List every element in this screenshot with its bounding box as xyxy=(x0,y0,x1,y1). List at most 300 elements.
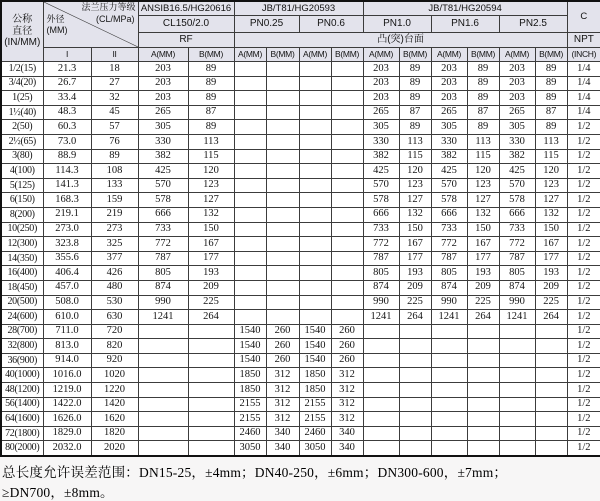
table-cell xyxy=(331,120,363,135)
table-cell: 89 xyxy=(535,120,567,135)
row-size-label: 56(1400) xyxy=(1,397,43,412)
table-cell: 1420 xyxy=(91,397,138,412)
row-size-label: 2½(65) xyxy=(1,134,43,149)
row-size-label: 18(450) xyxy=(1,280,43,295)
table-cell: 355.6 xyxy=(43,251,91,266)
table-cell: 150 xyxy=(467,222,499,237)
table-row xyxy=(1,397,600,412)
table-cell: 1620 xyxy=(91,412,138,427)
table-cell: 89 xyxy=(535,76,567,91)
table-cell: 264 xyxy=(399,310,431,325)
table-cell: 89 xyxy=(467,76,499,91)
table-cell: 914.0 xyxy=(43,353,91,368)
table-cell: 89 xyxy=(535,62,567,77)
table-cell xyxy=(266,193,299,208)
table-cell xyxy=(499,383,535,398)
row-size-label: 1/2(15) xyxy=(1,62,43,77)
table-cell xyxy=(299,91,331,106)
table-cell: 340 xyxy=(266,441,299,456)
row-size-label: 28(700) xyxy=(1,324,43,339)
table-cell: 273.0 xyxy=(43,222,91,237)
table-cell: 1850 xyxy=(299,368,331,383)
table-cell: 203 xyxy=(138,91,188,106)
table-cell xyxy=(188,339,234,354)
table-cell: 305 xyxy=(363,120,399,135)
table-cell: 219 xyxy=(91,207,138,222)
table-cell xyxy=(266,280,299,295)
table-cell: 570 xyxy=(499,178,535,193)
table-cell xyxy=(299,295,331,310)
table-cell xyxy=(535,353,567,368)
table-row xyxy=(1,76,600,91)
table-cell xyxy=(399,426,431,441)
table-row xyxy=(1,295,600,310)
table-cell xyxy=(499,368,535,383)
table-cell: 630 xyxy=(91,310,138,325)
table-cell: 132 xyxy=(188,207,234,222)
table-cell: 1/2 xyxy=(567,280,600,295)
table-cell xyxy=(266,76,299,91)
table-cell: 127 xyxy=(399,193,431,208)
table-cell xyxy=(499,324,535,339)
table-cell xyxy=(331,237,363,252)
table-cell xyxy=(399,324,431,339)
table-cell: 1422.0 xyxy=(43,397,91,412)
table-cell: 209 xyxy=(535,280,567,295)
table-cell: 666 xyxy=(499,207,535,222)
table-cell xyxy=(331,193,363,208)
table-cell: 193 xyxy=(188,266,234,281)
table-cell: 1/2 xyxy=(567,207,600,222)
table-cell xyxy=(431,339,467,354)
table-cell: 1/2 xyxy=(567,193,600,208)
table-cell: 1220 xyxy=(91,383,138,398)
table-cell: 1540 xyxy=(234,324,266,339)
table-cell: 33.4 xyxy=(43,91,91,106)
header-class-pn25: PN2.5 xyxy=(499,16,567,33)
table-cell xyxy=(431,324,467,339)
table-cell xyxy=(467,426,499,441)
table-cell xyxy=(431,368,467,383)
table-cell xyxy=(266,105,299,120)
header-outer-diameter-unit: (MM) xyxy=(46,25,68,35)
table-cell xyxy=(234,105,266,120)
table-cell xyxy=(266,222,299,237)
table-cell xyxy=(234,164,266,179)
table-cell: 2155 xyxy=(234,412,266,427)
table-cell xyxy=(138,324,188,339)
table-cell xyxy=(266,266,299,281)
table-cell: 874 xyxy=(431,280,467,295)
table-cell xyxy=(188,412,234,427)
header-b-mm: B(MM) xyxy=(399,48,431,62)
table-cell xyxy=(331,222,363,237)
table-cell: 260 xyxy=(331,339,363,354)
table-cell: 209 xyxy=(467,280,499,295)
table-cell xyxy=(234,134,266,149)
table-cell xyxy=(138,383,188,398)
table-cell: 1/2 xyxy=(567,397,600,412)
table-cell xyxy=(399,412,431,427)
table-cell: 874 xyxy=(138,280,188,295)
table-row xyxy=(1,426,600,441)
table-cell xyxy=(188,383,234,398)
table-cell: 113 xyxy=(188,134,234,149)
table-cell xyxy=(266,207,299,222)
table-cell xyxy=(299,222,331,237)
table-cell: 225 xyxy=(535,295,567,310)
row-size-label: 6(150) xyxy=(1,193,43,208)
table-cell: 87 xyxy=(467,105,499,120)
table-cell xyxy=(188,441,234,456)
tolerance-note: 总长度允许误差范围：DN15-25，±4mm；DN40-250，±6mm；DN300-600，±7mm；≥DN700，±8mm。 xyxy=(2,465,508,501)
table-row xyxy=(1,193,600,208)
table-cell: 1016.0 xyxy=(43,368,91,383)
table-cell: 120 xyxy=(467,164,499,179)
table-cell xyxy=(138,368,188,383)
table-cell xyxy=(535,368,567,383)
table-cell: 425 xyxy=(431,164,467,179)
table-cell: 312 xyxy=(266,368,299,383)
table-cell: 127 xyxy=(535,193,567,208)
row-size-label: 80(2000) xyxy=(1,441,43,456)
table-cell: 1/2 xyxy=(567,120,600,135)
table-cell: 141.3 xyxy=(43,178,91,193)
table-cell: 177 xyxy=(188,251,234,266)
table-cell: 193 xyxy=(535,266,567,281)
table-cell xyxy=(331,134,363,149)
table-cell: 666 xyxy=(431,207,467,222)
header-pressure-unit-label: (CL/MPa) xyxy=(95,14,135,24)
table-cell xyxy=(399,368,431,383)
table-cell xyxy=(431,412,467,427)
table-cell: 89 xyxy=(467,91,499,106)
table-cell: 27 xyxy=(91,76,138,91)
table-cell: 805 xyxy=(363,266,399,281)
table-cell xyxy=(331,178,363,193)
table-cell: 772 xyxy=(431,237,467,252)
table-cell: 1241 xyxy=(499,310,535,325)
table-cell: 508.0 xyxy=(43,295,91,310)
table-cell: 772 xyxy=(138,237,188,252)
table-cell: 330 xyxy=(431,134,467,149)
table-cell: 89 xyxy=(188,76,234,91)
header-face-raised: 凸(突)台面 xyxy=(234,33,567,48)
table-cell xyxy=(266,120,299,135)
table-cell: 264 xyxy=(188,310,234,325)
table-cell: 1/2 xyxy=(567,178,600,193)
table-cell xyxy=(431,383,467,398)
table-cell: 377 xyxy=(91,251,138,266)
table-cell xyxy=(299,237,331,252)
table-cell xyxy=(331,149,363,164)
table-cell: 123 xyxy=(188,178,234,193)
table-cell xyxy=(399,383,431,398)
table-cell: 1540 xyxy=(299,339,331,354)
table-cell: 1/2 xyxy=(567,426,600,441)
table-cell xyxy=(499,397,535,412)
table-cell: 26.7 xyxy=(43,76,91,91)
table-cell: 382 xyxy=(431,149,467,164)
table-cell xyxy=(363,397,399,412)
table-cell: 312 xyxy=(331,368,363,383)
table-cell: 666 xyxy=(138,207,188,222)
table-cell xyxy=(234,266,266,281)
table-cell: 426 xyxy=(91,266,138,281)
table-cell xyxy=(431,397,467,412)
table-cell: 203 xyxy=(431,76,467,91)
table-cell xyxy=(499,353,535,368)
header-class-cl150: CL150/2.0 xyxy=(138,16,234,33)
table-cell: 1829.0 xyxy=(43,426,91,441)
header-standard-jb-hg20594: JB/T81/HG20594 xyxy=(363,1,567,16)
header-c-column: C xyxy=(567,1,600,33)
table-cell xyxy=(299,207,331,222)
table-cell: 203 xyxy=(499,62,535,77)
table-cell: 1/2 xyxy=(567,324,600,339)
header-standard-ansi: ANSIB16.5/HG20616 xyxy=(138,1,234,16)
table-cell xyxy=(266,251,299,266)
table-cell: 264 xyxy=(467,310,499,325)
table-cell: 114.3 xyxy=(43,164,91,179)
table-cell xyxy=(331,207,363,222)
table-cell: 772 xyxy=(499,237,535,252)
table-cell xyxy=(363,426,399,441)
table-cell: 1/2 xyxy=(567,339,600,354)
table-cell: 610.0 xyxy=(43,310,91,325)
table-cell: 1850 xyxy=(234,368,266,383)
table-row xyxy=(1,178,600,193)
table-cell: 874 xyxy=(499,280,535,295)
table-cell xyxy=(138,441,188,456)
table-cell xyxy=(467,441,499,456)
table-cell xyxy=(234,280,266,295)
table-cell: 76 xyxy=(91,134,138,149)
table-cell: 1626.0 xyxy=(43,412,91,427)
table-cell: 265 xyxy=(363,105,399,120)
table-cell xyxy=(363,412,399,427)
table-cell xyxy=(331,91,363,106)
table-cell: 2460 xyxy=(234,426,266,441)
table-cell xyxy=(234,120,266,135)
table-row xyxy=(1,441,600,456)
table-cell: 425 xyxy=(363,164,399,179)
table-cell xyxy=(138,353,188,368)
table-cell xyxy=(234,193,266,208)
table-row xyxy=(1,134,600,149)
table-cell xyxy=(234,251,266,266)
table-cell: 177 xyxy=(399,251,431,266)
table-cell: 733 xyxy=(431,222,467,237)
table-cell: 330 xyxy=(363,134,399,149)
row-size-label: 3/4(20) xyxy=(1,76,43,91)
table-cell: 177 xyxy=(535,251,567,266)
table-cell xyxy=(399,441,431,456)
table-cell: 305 xyxy=(138,120,188,135)
table-cell xyxy=(299,120,331,135)
table-cell xyxy=(234,207,266,222)
table-cell xyxy=(431,441,467,456)
table-cell xyxy=(234,76,266,91)
table-cell: 168.3 xyxy=(43,193,91,208)
table-cell xyxy=(234,295,266,310)
table-cell: 425 xyxy=(499,164,535,179)
table-cell: 89 xyxy=(467,62,499,77)
table-cell: 225 xyxy=(399,295,431,310)
table-cell: 1/4 xyxy=(567,76,600,91)
table-cell xyxy=(299,76,331,91)
header-b-mm: B(MM) xyxy=(266,48,299,62)
table-cell: 805 xyxy=(138,266,188,281)
table-cell: 340 xyxy=(331,441,363,456)
table-cell xyxy=(299,105,331,120)
table-cell: 1850 xyxy=(299,383,331,398)
table-cell: 1/2 xyxy=(567,237,600,252)
table-cell: 260 xyxy=(266,339,299,354)
table-cell: 920 xyxy=(91,353,138,368)
header-a-mm: A(MM) xyxy=(499,48,535,62)
table-cell: 167 xyxy=(535,237,567,252)
table-cell xyxy=(234,91,266,106)
table-row xyxy=(1,412,600,427)
table-cell: 990 xyxy=(431,295,467,310)
table-cell: 273 xyxy=(91,222,138,237)
header-a-mm: A(MM) xyxy=(431,48,467,62)
table-cell: 115 xyxy=(399,149,431,164)
header-class-pn16: PN1.6 xyxy=(431,16,499,33)
table-cell: 570 xyxy=(138,178,188,193)
table-cell: 2155 xyxy=(299,412,331,427)
table-cell: 1/2 xyxy=(567,222,600,237)
table-cell: 108 xyxy=(91,164,138,179)
table-cell xyxy=(188,426,234,441)
table-row xyxy=(1,105,600,120)
table-cell: 406.4 xyxy=(43,266,91,281)
table-cell xyxy=(363,339,399,354)
table-cell: 209 xyxy=(188,280,234,295)
table-cell xyxy=(138,339,188,354)
table-cell xyxy=(138,426,188,441)
table-cell xyxy=(188,368,234,383)
table-cell: 89 xyxy=(467,120,499,135)
row-size-label: 12(300) xyxy=(1,237,43,252)
table-cell: 2020 xyxy=(91,441,138,456)
table-cell: 89 xyxy=(188,62,234,77)
table-row xyxy=(1,368,600,383)
table-cell xyxy=(467,383,499,398)
table-cell: 312 xyxy=(331,397,363,412)
table-cell xyxy=(467,368,499,383)
header-diagonal-outer-diameter-pressure xyxy=(43,1,138,48)
table-cell xyxy=(399,397,431,412)
table-cell xyxy=(499,339,535,354)
table-cell: 805 xyxy=(499,266,535,281)
table-cell: 225 xyxy=(188,295,234,310)
table-cell xyxy=(467,412,499,427)
row-size-label: 40(1000) xyxy=(1,368,43,383)
table-cell xyxy=(299,178,331,193)
table-cell xyxy=(266,149,299,164)
header-b-mm: B(MM) xyxy=(467,48,499,62)
table-cell: 127 xyxy=(188,193,234,208)
header-od-col-ii: II xyxy=(91,48,138,62)
table-cell xyxy=(188,353,234,368)
table-row xyxy=(1,222,600,237)
table-cell: 150 xyxy=(535,222,567,237)
table-cell xyxy=(399,353,431,368)
table-cell xyxy=(299,149,331,164)
header-b-mm: B(MM) xyxy=(188,48,234,62)
table-cell xyxy=(363,368,399,383)
table-cell: 330 xyxy=(499,134,535,149)
table-cell: 340 xyxy=(266,426,299,441)
table-cell xyxy=(331,62,363,77)
header-od-col-i: I xyxy=(43,48,91,62)
header-nominal-diameter: 公称 直径 (IN/MM) xyxy=(1,1,43,62)
table-cell: 45 xyxy=(91,105,138,120)
table-cell: 820 xyxy=(91,339,138,354)
table-cell: 312 xyxy=(266,383,299,398)
table-row xyxy=(1,251,600,266)
table-cell xyxy=(331,266,363,281)
header-b-mm: B(MM) xyxy=(535,48,567,62)
table-cell: 1/4 xyxy=(567,91,600,106)
table-cell: 123 xyxy=(467,178,499,193)
table-cell: 260 xyxy=(331,353,363,368)
table-cell: 203 xyxy=(499,91,535,106)
table-cell xyxy=(431,426,467,441)
header-a-mm: A(MM) xyxy=(299,48,331,62)
table-cell: 312 xyxy=(266,412,299,427)
table-cell xyxy=(399,339,431,354)
table-cell: 203 xyxy=(138,62,188,77)
table-cell xyxy=(331,251,363,266)
table-cell: 120 xyxy=(535,164,567,179)
table-cell xyxy=(188,324,234,339)
table-cell xyxy=(535,441,567,456)
table-cell: 88.9 xyxy=(43,149,91,164)
table-cell: 1540 xyxy=(299,353,331,368)
row-size-label: 16(400) xyxy=(1,266,43,281)
table-cell xyxy=(499,441,535,456)
table-cell xyxy=(467,324,499,339)
table-cell: 120 xyxy=(188,164,234,179)
table-cell: 89 xyxy=(399,62,431,77)
table-cell: 990 xyxy=(499,295,535,310)
table-cell: 325 xyxy=(91,237,138,252)
table-cell xyxy=(331,280,363,295)
table-cell: 115 xyxy=(467,149,499,164)
table-cell: 305 xyxy=(431,120,467,135)
table-cell: 203 xyxy=(138,76,188,91)
table-cell: 203 xyxy=(363,76,399,91)
table-cell xyxy=(331,310,363,325)
table-cell: 21.3 xyxy=(43,62,91,77)
table-cell: 382 xyxy=(363,149,399,164)
header-class-pn025: PN0.25 xyxy=(234,16,299,33)
table-cell: 265 xyxy=(499,105,535,120)
table-cell: 1241 xyxy=(363,310,399,325)
row-size-label: 1(25) xyxy=(1,91,43,106)
table-cell: 203 xyxy=(431,91,467,106)
table-cell: 1/2 xyxy=(567,441,600,456)
table-cell xyxy=(299,310,331,325)
header-class-pn06: PN0.6 xyxy=(299,16,363,33)
table-cell xyxy=(331,295,363,310)
table-cell: 578 xyxy=(363,193,399,208)
table-cell: 2155 xyxy=(234,397,266,412)
table-cell xyxy=(234,149,266,164)
